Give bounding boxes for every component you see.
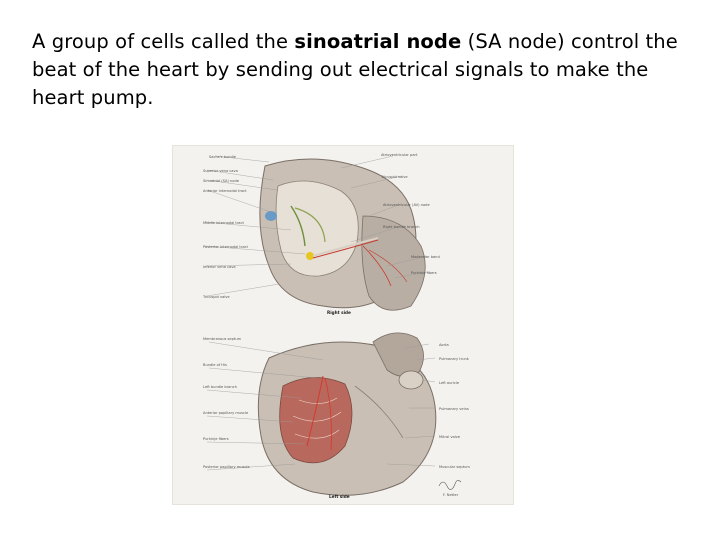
svg-text:Left bundle branch: Left bundle branch <box>203 385 237 389</box>
svg-text:Inferior vena cava: Inferior vena cava <box>203 265 236 269</box>
svg-text:Purkinje fibers: Purkinje fibers <box>203 437 229 441</box>
body-text-after: (SA node) control the beat of the heart by sending out electrical signals to make the heart pump. <box>32 30 678 109</box>
svg-text:Right bundle branch: Right bundle branch <box>383 225 420 229</box>
svg-text:Anterior internodal tract: Anterior internodal tract <box>203 189 247 193</box>
svg-text:Mitral valve: Mitral valve <box>439 435 460 439</box>
heart-conduction-illustration <box>172 145 514 505</box>
left-side-heart-view <box>203 333 470 499</box>
svg-text:Membranous septum: Membranous septum <box>203 337 242 341</box>
svg-text:Sachs's bundle: Sachs's bundle <box>209 155 236 159</box>
svg-text:Pulmonary trunk: Pulmonary trunk <box>439 357 469 361</box>
svg-text:Anterior papillary muscle: Anterior papillary muscle <box>203 411 249 415</box>
svg-text:Tricuspid valve: Tricuspid valve <box>203 295 230 299</box>
svg-text:Moderator band: Moderator band <box>411 255 440 259</box>
svg-text:Middle internodal tract: Middle internodal tract <box>203 221 244 225</box>
svg-text:Bundle of His: Bundle of His <box>203 363 227 367</box>
svg-text:Tricuspid valve: Tricuspid valve <box>381 175 408 179</box>
svg-text:Left auricle: Left auricle <box>439 381 460 385</box>
body-text-before: A group of cells called the <box>32 30 295 53</box>
svg-text:Aorta: Aorta <box>439 343 449 347</box>
right-side-heart-view <box>202 153 440 315</box>
heart-anatomy-drawing <box>173 146 513 504</box>
svg-text:Superior vena cava: Superior vena cava <box>203 169 238 173</box>
right-side-caption: Right side <box>327 310 351 315</box>
svg-text:Posterior papillary muscle: Posterior papillary muscle <box>203 465 250 469</box>
left-side-caption: Left side <box>329 494 350 499</box>
svg-text:Muscular septum: Muscular septum <box>439 465 470 469</box>
svg-text:Purkinje fibers: Purkinje fibers <box>411 271 437 275</box>
slide-body-text <box>32 28 692 112</box>
svg-text:F. Netter: F. Netter <box>443 493 459 497</box>
svg-text:Posterior internodal tract: Posterior internodal tract <box>203 245 248 249</box>
svg-text:Sinuatrial (SA) node: Sinuatrial (SA) node <box>203 179 239 183</box>
svg-text:Atrioventricular part: Atrioventricular part <box>381 153 418 157</box>
svg-text:Pulmonary veins: Pulmonary veins <box>439 407 469 411</box>
svg-text:Atrioventricular (AV) node: Atrioventricular (AV) node <box>383 203 430 207</box>
artist-signature <box>439 480 461 497</box>
sinoatrial-node-term: sinoatrial node <box>294 30 462 53</box>
